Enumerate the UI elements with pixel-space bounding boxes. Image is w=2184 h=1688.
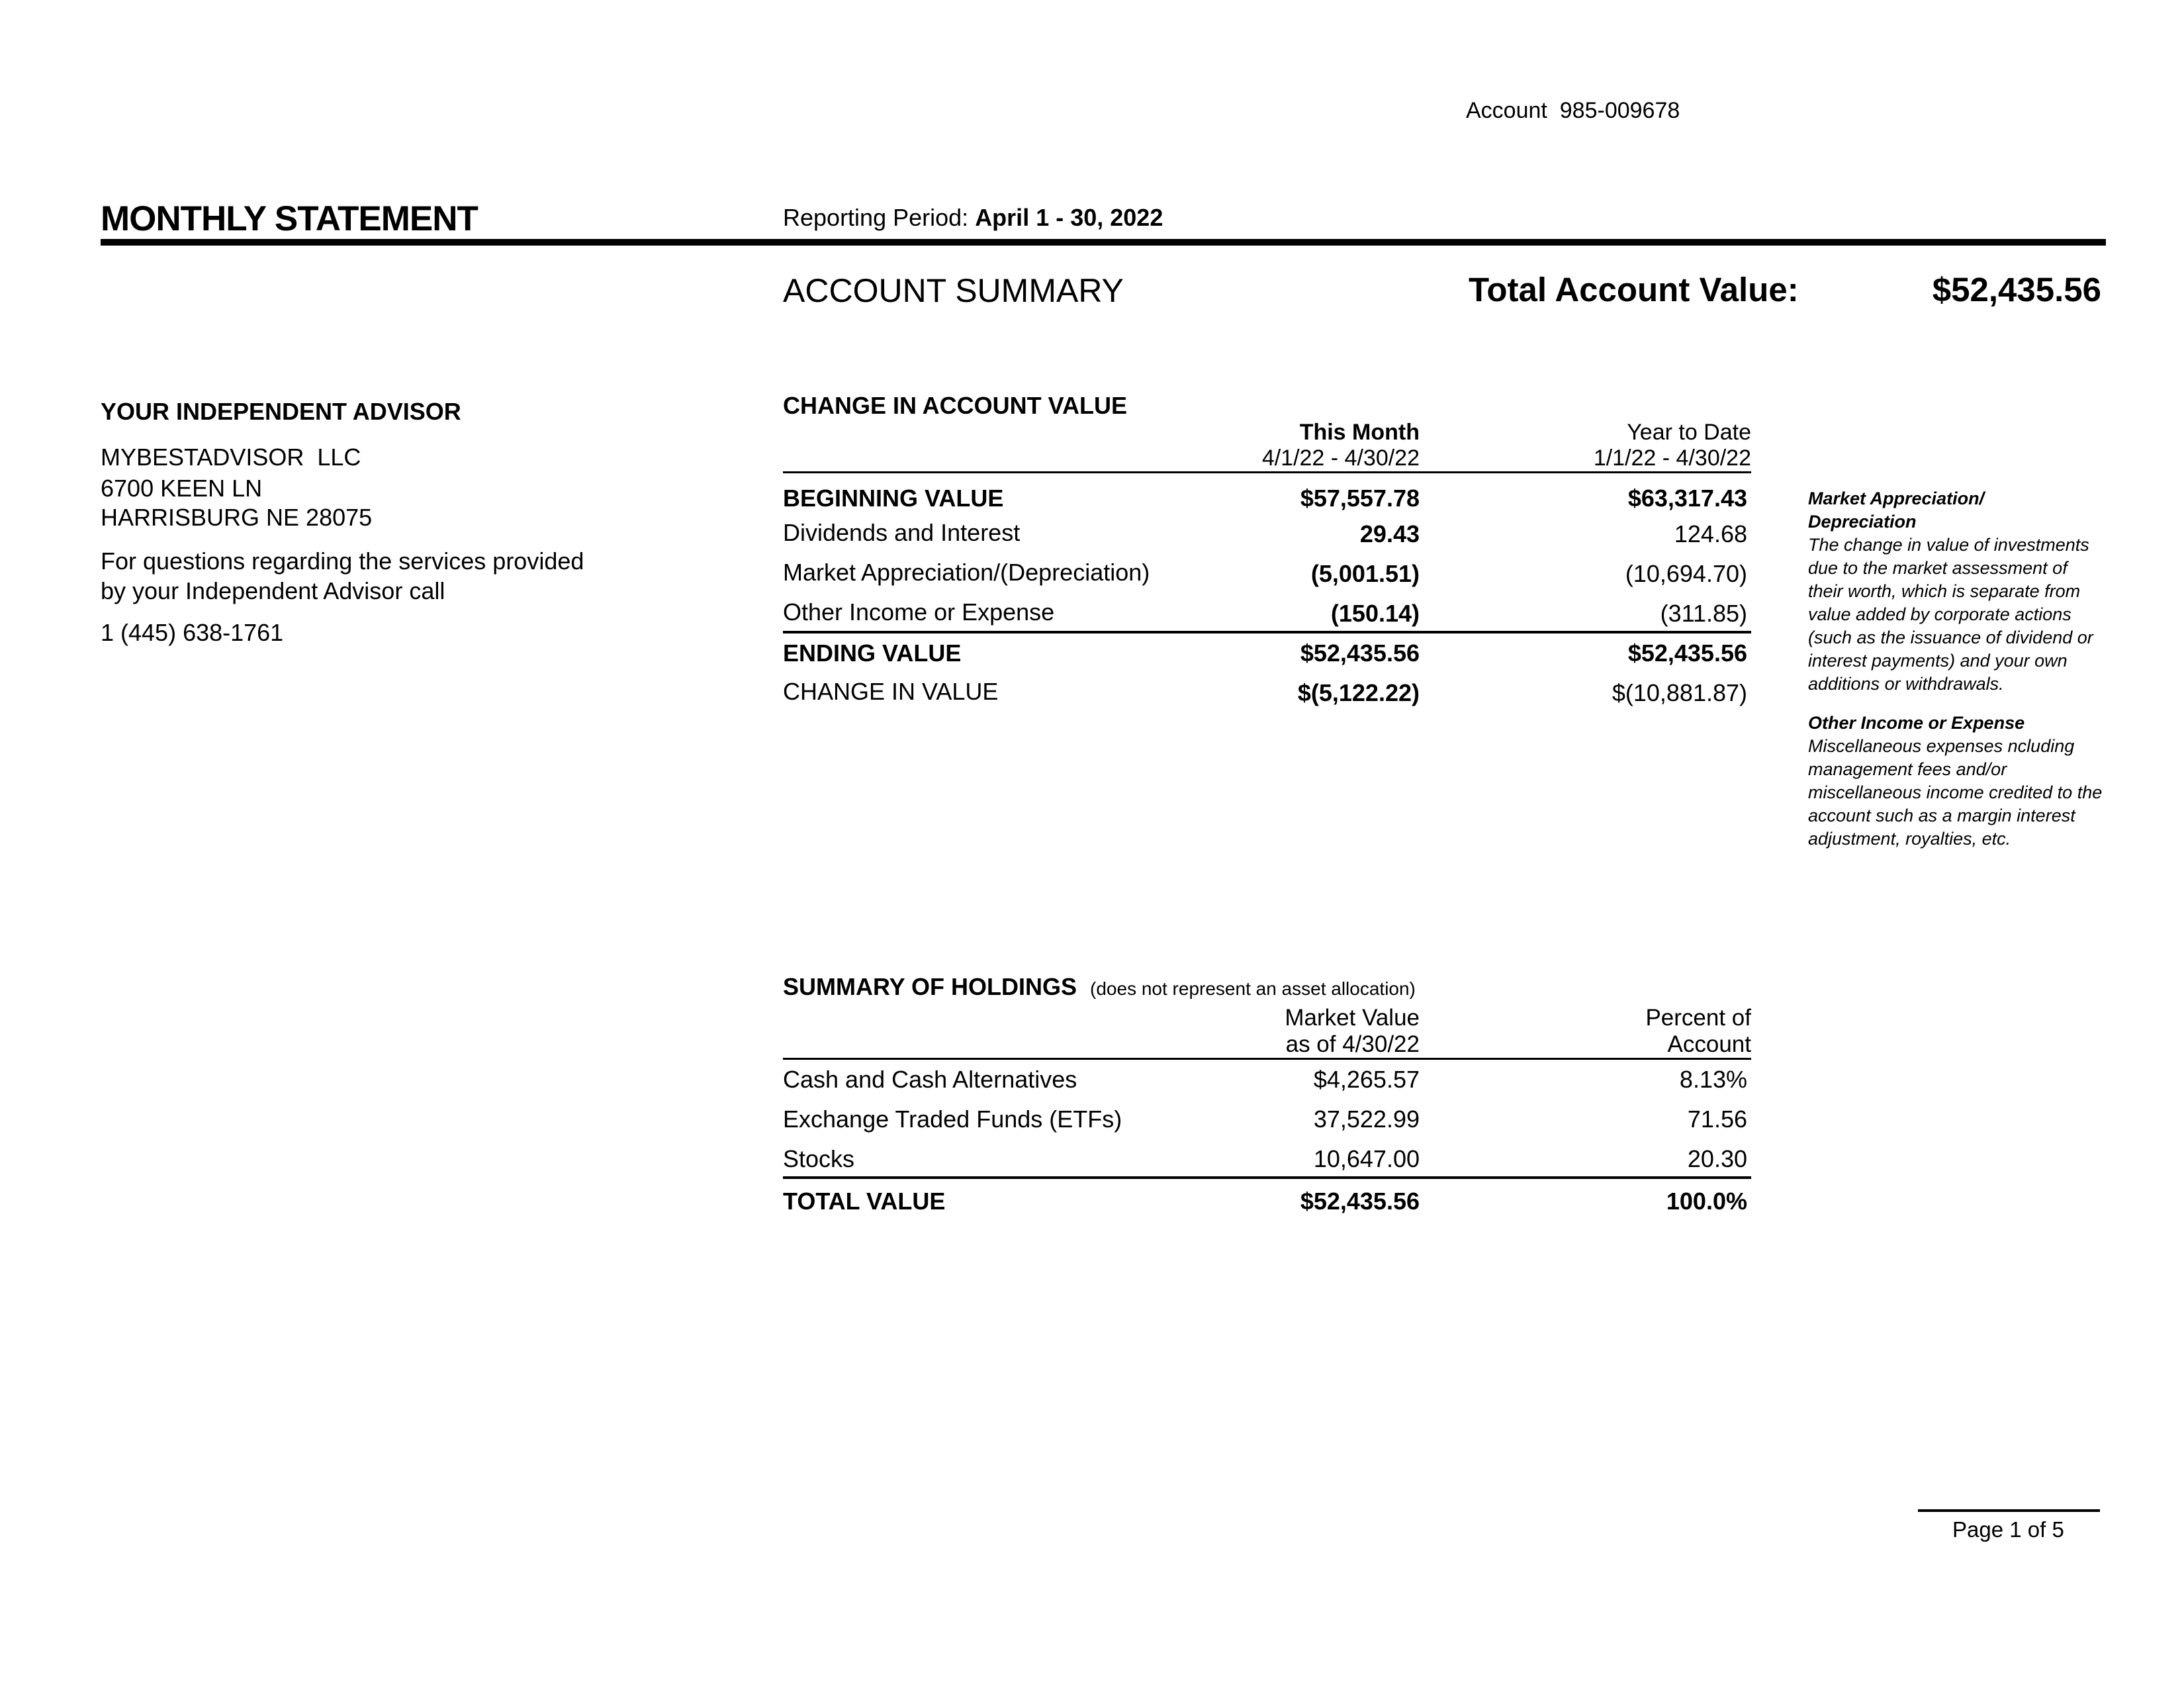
market-note-text: The change in value of investments due to the market assessment of their worth, which is separate from value added by corporate actions (such as the issuance of dividend or interest payments) and your own additions or withdrawals. <box>1808 535 2093 694</box>
holding-label: Stocks <box>783 1145 855 1172</box>
advisor-address-line2: HARRISBURG NE 28075 <box>101 503 373 531</box>
row-ytd-value: (311.85) <box>1660 600 1747 627</box>
page-number-rule <box>1918 1509 2100 1512</box>
reporting-period <box>783 204 1163 232</box>
row-month-value: $57,557.78 <box>1300 485 1420 512</box>
other-note-text: Miscellaneous expenses ncluding management fees and/or miscellaneous income credited to the account such as a margin interest adjustment, royalties, etc. <box>1808 736 2103 849</box>
holdings-total-label: TOTAL VALUE <box>783 1188 946 1215</box>
row-ytd-value: $63,317.43 <box>1627 485 1747 512</box>
ytd-column-header <box>1594 420 1751 471</box>
holding-value: $4,265.57 <box>1313 1066 1420 1093</box>
holdings-total-percent: 100.0% <box>1666 1188 1747 1215</box>
row-label: Market Appreciation/(Depreciation) <box>783 559 1150 586</box>
row-ytd-value: $52,435.56 <box>1627 639 1747 667</box>
ending-value-divider <box>783 631 1751 633</box>
market-value-date: as of 4/30/22 <box>1285 1031 1420 1057</box>
row-month-value: (5,001.51) <box>1310 560 1420 587</box>
holding-label: Exchange Traded Funds (ETFs) <box>783 1105 1122 1133</box>
account-number-line <box>1466 98 1680 124</box>
row-label: Dividends and Interest <box>783 519 1021 546</box>
total-account-value-label: Total Account Value: <box>1469 271 1799 308</box>
holdings-heading-line <box>783 973 1416 1001</box>
market-note-title-line2: Depreciation <box>1808 512 1917 532</box>
page-number: Page 1 of 5 <box>1952 1517 2064 1542</box>
definitions-notes <box>1808 487 2106 864</box>
holdings-header-divider <box>783 1058 1751 1060</box>
page-title: MONTHLY STATEMENT <box>101 199 478 238</box>
advisor-question-line2: by your Independent Advisor call <box>101 577 445 605</box>
row-month-value: (150.14) <box>1330 600 1420 627</box>
advisor-name: MYBESTADVISOR LLC <box>101 444 361 471</box>
reporting-period-value: April 1 - 30, 2022 <box>975 204 1163 231</box>
holding-value: 37,522.99 <box>1313 1105 1420 1133</box>
advisor-question-line1: For questions regarding the services provided <box>101 547 584 575</box>
holding-percent: 8.13% <box>1679 1066 1747 1093</box>
header-divider <box>101 239 2106 246</box>
percent-column-header <box>1645 1005 1751 1058</box>
market-value-title: Market Value <box>1285 1005 1420 1031</box>
change-in-value-heading: CHANGE IN ACCOUNT VALUE <box>783 392 1127 419</box>
advisor-heading: YOUR INDEPENDENT ADVISOR <box>101 398 461 425</box>
market-note-title-line1: Market Appreciation/ <box>1808 489 1985 508</box>
row-label: Other Income or Expense <box>783 598 1055 626</box>
this-month-range: 4/1/22 - 4/30/22 <box>1261 445 1420 471</box>
row-ytd-value: 124.68 <box>1674 520 1747 547</box>
advisor-address-line1: 6700 KEEN LN <box>101 475 263 502</box>
advisor-phone: 1 (445) 638-1761 <box>101 619 284 647</box>
this-month-title: This Month <box>1299 420 1420 445</box>
market-value-column-header <box>1285 1005 1420 1058</box>
holdings-total-divider <box>783 1176 1751 1179</box>
row-ytd-value: $(10,881.87) <box>1612 679 1747 706</box>
account-summary-heading: ACCOUNT SUMMARY <box>783 272 1124 309</box>
percent-title: Percent of <box>1645 1005 1751 1031</box>
row-month-value: 29.43 <box>1359 520 1420 547</box>
holdings-heading: SUMMARY OF HOLDINGS <box>783 973 1077 1000</box>
total-account-value: $52,435.56 <box>1932 271 2101 308</box>
holdings-subtitle: (does not represent an asset allocation) <box>1090 978 1416 999</box>
reporting-period-label: Reporting Period: <box>783 204 969 231</box>
advisor-info <box>101 397 584 647</box>
change-header-divider <box>783 471 1751 473</box>
account-label: Account <box>1466 98 1547 123</box>
ytd-range: 1/1/22 - 4/30/22 <box>1593 445 1751 471</box>
row-label: BEGINNING VALUE <box>783 485 1004 512</box>
other-note-title: Other Income or Expense <box>1808 713 2025 733</box>
account-number: 985-009678 <box>1559 98 1680 123</box>
holding-percent: 20.30 <box>1687 1145 1747 1172</box>
row-ytd-value: (10,694.70) <box>1625 560 1747 587</box>
percent-subtitle: Account <box>1667 1031 1751 1057</box>
row-label: ENDING VALUE <box>783 639 962 667</box>
holding-value: 10,647.00 <box>1313 1145 1420 1172</box>
holding-label: Cash and Cash Alternatives <box>783 1066 1077 1093</box>
holdings-total-value: $52,435.56 <box>1300 1188 1420 1215</box>
row-label: CHANGE IN VALUE <box>783 678 999 705</box>
row-month-value: $(5,122.22) <box>1297 679 1420 706</box>
row-month-value: $52,435.56 <box>1300 639 1420 667</box>
holding-percent: 71.56 <box>1687 1105 1747 1133</box>
this-month-column-header <box>1262 420 1420 471</box>
ytd-title: Year to Date <box>1627 420 1751 445</box>
